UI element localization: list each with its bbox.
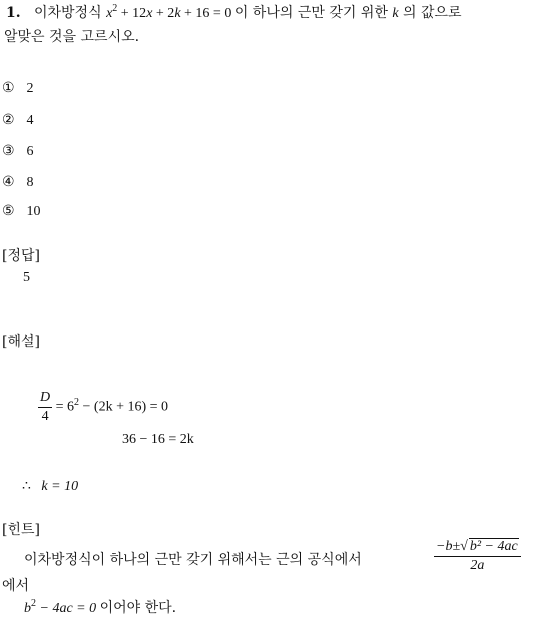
therefore-symbol: ∴ bbox=[22, 479, 31, 494]
option-value: 2 bbox=[26, 81, 34, 96]
option-1[interactable] bbox=[2, 80, 33, 97]
option-marker: ⑤ bbox=[2, 203, 15, 219]
hint-text: 이차방정식이 하나의 근만 갖기 위해서는 근의 공식에서 bbox=[24, 552, 362, 568]
option-3[interactable] bbox=[2, 143, 33, 160]
option-2[interactable] bbox=[2, 112, 33, 129]
answer-label: [정답] bbox=[2, 248, 40, 264]
option-marker: ④ bbox=[2, 174, 15, 190]
question-line2: 알맞은 것을 고르시오. bbox=[4, 29, 140, 45]
option-marker: ① bbox=[2, 80, 15, 96]
option-5[interactable] bbox=[2, 203, 40, 220]
quadratic-formula: $\frac{\text{−b±√ b² − 4ac}}{2a}$ bbox=[434, 538, 521, 574]
option-4[interactable] bbox=[2, 174, 33, 191]
option-marker: ③ bbox=[2, 143, 15, 159]
hint-line2: 에서 bbox=[2, 578, 30, 594]
option-value: 6 bbox=[26, 144, 34, 159]
question-equation: $x^2 + 12x + 2k + 16 = 0$ bbox=[106, 3, 232, 21]
hint-label: [힌트] bbox=[2, 522, 40, 538]
option-value: 10 bbox=[26, 204, 41, 219]
question-tail: 의 값으로 bbox=[403, 5, 462, 21]
option-marker: ② bbox=[2, 112, 15, 128]
explanation-line2: 36 − 16 = 2k bbox=[122, 432, 194, 447]
question-number: 1. bbox=[6, 5, 21, 21]
question-lead: 이차방정식 bbox=[33, 5, 102, 21]
option-value: 4 bbox=[26, 113, 34, 128]
fraction-d-over-4: $\frac{D}{4}$ bbox=[40, 390, 51, 424]
question-stem bbox=[6, 2, 462, 22]
question-k: k bbox=[392, 6, 399, 21]
explanation-label: [해설] bbox=[2, 334, 40, 350]
option-value: 8 bbox=[26, 175, 34, 190]
question-mid: 이 하나의 근만 갖기 위한 bbox=[234, 5, 388, 21]
explanation-line1: $\frac{D}{4}$ = $6^2 - (2k + 16) = 0$ bbox=[40, 390, 169, 424]
hint-condition: $b^2 - 4ac = 0$ 이어야 한다. bbox=[24, 598, 177, 616]
answer-value: 5 bbox=[23, 270, 30, 285]
explanation-conclusion: ∴ k = 10 bbox=[22, 479, 79, 494]
